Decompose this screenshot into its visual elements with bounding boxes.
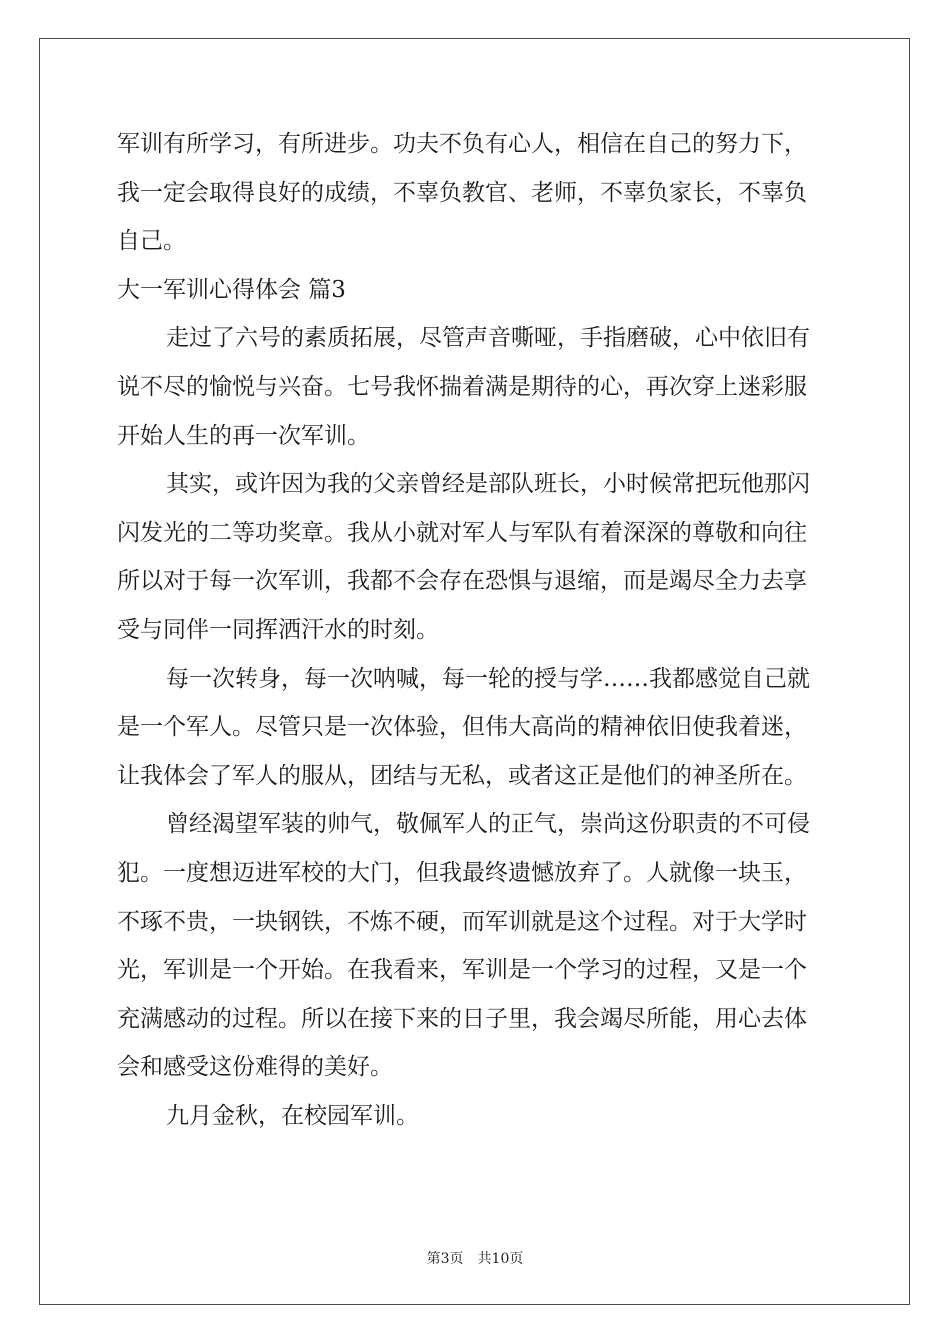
text-line: 九月金秋，在校园军训。 xyxy=(166,1102,419,1129)
text-line: 自己。 xyxy=(117,228,186,255)
text-line: 是一个军人。尽管只是一次体验，但伟大高尚的精神依旧使我着迷， xyxy=(117,714,807,741)
text-line: 每一次转身，每一次呐喊，每一轮的授与学……我都感觉自己就 xyxy=(166,665,810,692)
page-footer: 第3页 共10页 xyxy=(426,1251,524,1267)
section-heading: 大一军训心得体会 篇3 xyxy=(117,276,346,303)
text-line: 军训有所学习，有所进步。功夫不负有心人，相信在自己的努力下， xyxy=(117,131,807,157)
text-line: 犯。一度想迈进军校的大门，但我最终遗憾放弃了。人就像一块玉， xyxy=(117,859,807,886)
text-line: 充满感动的过程。所以在接下来的日子里，我会竭尽所能，用心去体 xyxy=(117,1005,807,1032)
text-line: 会和感受这份难得的美好。 xyxy=(117,1054,393,1081)
document-body xyxy=(117,120,833,1140)
text-line: 不琢不贵，一块钢铁，不炼不硬，而军训就是这个过程。对于大学时 xyxy=(117,908,807,935)
text-line: 开始人生的再一次军训。 xyxy=(117,422,370,449)
text-line: 所以对于每一次军训，我都不会存在恐惧与退缩，而是竭尽全力去享 xyxy=(117,568,807,595)
text-line: 其实，或许因为我的父亲曾经是部队班长，小时候常把玩他那闪 xyxy=(166,471,810,498)
text-line: 走过了六号的素质拓展，尽管声音嘶哑，手指磨破，心中依旧有 xyxy=(166,325,810,352)
text-line: 说不尽的愉悦与兴奋。七号我怀揣着满是期待的心，再次穿上迷彩服 xyxy=(117,373,807,400)
text-line: 受与同伴一同挥洒汗水的时刻。 xyxy=(117,616,439,643)
text-line: 让我体会了军人的服从，团结与无私，或者这正是他们的神圣所在。 xyxy=(117,762,807,789)
text-line: 我一定会取得良好的成绩，不辜负教官、老师，不辜负家长，不辜负 xyxy=(117,179,807,206)
text-line: 曾经渴望军装的帅气，敬佩军人的正气，崇尚这份职责的不可侵 xyxy=(166,811,810,838)
text-line: 闪发光的二等功奖章。我从小就对军人与军队有着深深的尊敬和向往 xyxy=(117,519,807,546)
text-line: 光，军训是一个开始。在我看来，军训是一个学习的过程，又是一个 xyxy=(117,957,807,984)
